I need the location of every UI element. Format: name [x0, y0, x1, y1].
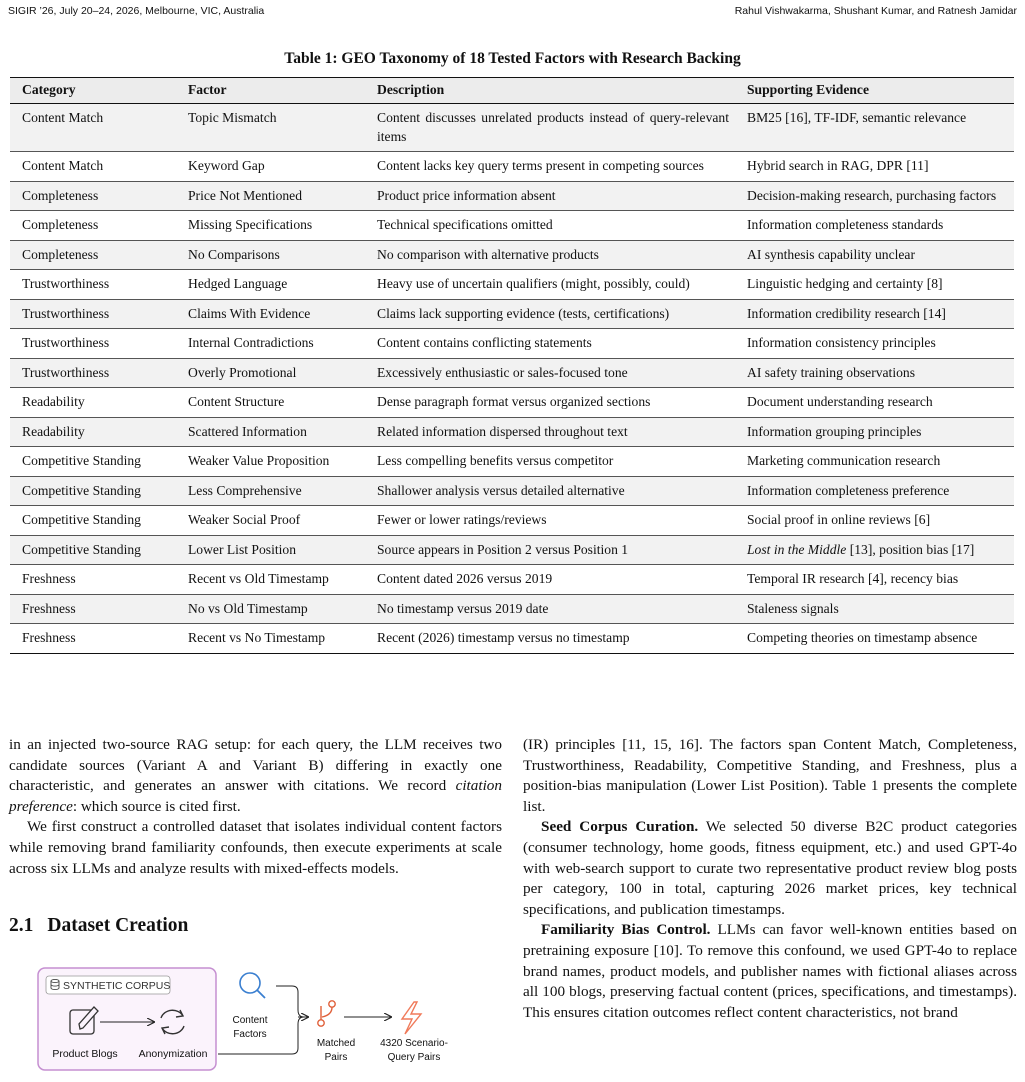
cell-evidence: Document understanding research	[735, 388, 1014, 418]
cell-description: No timestamp versus 2019 date	[365, 594, 735, 624]
cell-evidence: AI safety training observations	[735, 358, 1014, 388]
cell-factor: Internal Contradictions	[176, 329, 365, 359]
cell-description: Excessively enthusiastic or sales-focused tone	[365, 358, 735, 388]
paragraph: (IR) principles [11, 15, 16]. The factors span Content Match, Completeness, Trustworthiness, Readability, Competitive Standing, and Freshness, plus a position-bias manipulation (Lower List Position). Table 1 presents the complete list.	[523, 736, 1017, 815]
section-number: 2.1	[9, 915, 34, 936]
cell-factor: Missing Specifications	[176, 211, 365, 241]
cell-evidence: Temporal IR research [4], recency bias	[735, 565, 1014, 595]
paragraph-text: in an injected two-source RAG setup: for each query, the LLM receives two candidate sources (Variant A and Variant B) differing in exactly one characteristic, and generates an answer with citations. We record	[9, 736, 502, 795]
cell-factor: Keyword Gap	[176, 152, 365, 182]
cell-factor: Lower List Position	[176, 535, 365, 565]
cell-description: Content dated 2026 versus 2019	[365, 565, 735, 595]
cell-category: Competitive Standing	[10, 476, 176, 506]
cell-category: Trustworthiness	[10, 299, 176, 329]
column-header-description: Description	[365, 78, 735, 104]
cell-category: Completeness	[10, 181, 176, 211]
branch-icon	[318, 1001, 335, 1026]
table-row	[10, 594, 1014, 624]
cell-factor: No Comparisons	[176, 240, 365, 270]
cell-evidence: BM25 [16], TF-IDF, semantic relevance	[735, 104, 1014, 152]
cell-factor: Topic Mismatch	[176, 104, 365, 152]
content-factors-label-line2: Factors	[233, 1029, 267, 1040]
cell-category: Competitive Standing	[10, 506, 176, 536]
table-row	[10, 565, 1014, 595]
emphasis-text: Lost in the Middle	[747, 541, 847, 557]
table-row	[10, 104, 1014, 152]
cell-factor: Scattered Information	[176, 417, 365, 447]
scenario-pairs-label-line1: 4320 Scenario-	[380, 1038, 448, 1049]
cell-description: Heavy use of uncertain qualifiers (might, possibly, could)	[365, 270, 735, 300]
cell-evidence: Decision-making research, purchasing factors	[735, 181, 1014, 211]
cell-evidence: AI synthesis capability unclear	[735, 240, 1014, 270]
cell-factor: Recent vs No Timestamp	[176, 624, 365, 654]
cell-factor: Price Not Mentioned	[176, 181, 365, 211]
cell-description: Shallower analysis versus detailed alternative	[365, 476, 735, 506]
cell-evidence: Information grouping principles	[735, 417, 1014, 447]
table-row	[10, 211, 1014, 241]
paragraph-text: LLMs can favor well-known entities based on pretraining exposure [10]. To remove this confound, we used GPT-4o to replace brand names, product models, and publisher names with fictional aliases across all 100 blogs, preserving factual content (prices, specifications, and timestamps). This ensures citation outcomes reflect content characteristics, not brand	[523, 921, 1017, 1021]
cell-factor: Claims With Evidence	[176, 299, 365, 329]
cell-category: Readability	[10, 417, 176, 447]
table-row	[10, 299, 1014, 329]
cell-factor: Weaker Social Proof	[176, 506, 365, 536]
table-row	[10, 624, 1014, 654]
cell-description: No comparison with alternative products	[365, 240, 735, 270]
column-header-category: Category	[10, 78, 176, 104]
column-header-factor: Factor	[176, 78, 365, 104]
table-row	[10, 240, 1014, 270]
table-row	[10, 152, 1014, 182]
cell-category: Trustworthiness	[10, 329, 176, 359]
lightning-icon	[402, 1002, 421, 1034]
run-in-heading: Seed Corpus Curation.	[541, 818, 699, 836]
paragraph	[9, 735, 502, 817]
running-header	[8, 5, 1017, 19]
cell-description: Content lacks key query terms present in competing sources	[365, 152, 735, 182]
paragraph-text: : which source is cited first.	[72, 797, 241, 815]
paragraph-text: We selected 50 diverse B2C product categories (consumer technology, home goods, fitness equipment, etc.) and used GPT-4o with web-search support to curate two representative product review blog posts per category, 100 in total, capturing 2026 market prices, key technical specifications, and publication timestamps.	[523, 818, 1017, 918]
paragraph	[523, 817, 1017, 920]
cell-category: Freshness	[10, 594, 176, 624]
cell-evidence: Competing theories on timestamp absence	[735, 624, 1014, 654]
cell-category: Trustworthiness	[10, 270, 176, 300]
cell-category: Trustworthiness	[10, 358, 176, 388]
column-header-evidence: Supporting Evidence	[735, 78, 1014, 104]
conference-info: SIGIR ’26, July 20–24, 2026, Melbourne, VIC, Australia	[8, 5, 265, 17]
cell-evidence: Lost in the Middle [13], position bias [17]	[735, 535, 1014, 565]
cell-evidence: Information completeness standards	[735, 211, 1014, 241]
cell-factor: Less Comprehensive	[176, 476, 365, 506]
cell-description: Source appears in Position 2 versus Position 1	[365, 535, 735, 565]
section-heading	[9, 915, 188, 937]
cell-evidence: Information completeness preference	[735, 476, 1014, 506]
product-blogs-label: Product Blogs	[52, 1048, 118, 1060]
cell-category: Freshness	[10, 565, 176, 595]
cell-description: Fewer or lower ratings/reviews	[365, 506, 735, 536]
cell-category: Readability	[10, 388, 176, 418]
table-row	[10, 329, 1014, 359]
author-list: Rahul Vishwakarma, Shushant Kumar, and Ratnesh Jamidar	[734, 5, 1017, 17]
table-row	[10, 476, 1014, 506]
cell-description: Recent (2026) timestamp versus no timestamp	[365, 624, 735, 654]
cell-description: Dense paragraph format versus organized sections	[365, 388, 735, 418]
table-row	[10, 181, 1014, 211]
cell-evidence: Information credibility research [14]	[735, 299, 1014, 329]
cell-description: Related information dispersed throughout text	[365, 417, 735, 447]
cell-category: Competitive Standing	[10, 535, 176, 565]
cell-factor: Weaker Value Proposition	[176, 447, 365, 477]
cell-factor: Hedged Language	[176, 270, 365, 300]
cell-description: Less compelling benefits versus competitor	[365, 447, 735, 477]
table-row	[10, 535, 1014, 565]
paragraph	[523, 920, 1017, 1023]
table-header-row	[10, 78, 1014, 104]
matched-pairs-label-line1: Matched	[316, 1038, 356, 1049]
search-icon	[240, 973, 265, 998]
cell-description: Content contains conflicting statements	[365, 329, 735, 359]
cell-evidence: Staleness signals	[735, 594, 1014, 624]
cell-factor: No vs Old Timestamp	[176, 594, 365, 624]
cell-description: Claims lack supporting evidence (tests, certifications)	[365, 299, 735, 329]
cell-category: Completeness	[10, 240, 176, 270]
cell-description: Technical specifications omitted	[365, 211, 735, 241]
section-title: Dataset Creation	[47, 915, 189, 936]
paragraph: We first construct a controlled dataset that isolates individual content factors while removing brand familiarity confounds, then execute experiments at scale across six LLMs and analyze results with mixed-effects models.	[9, 818, 502, 877]
scenario-pairs-label-line2: Query Pairs	[387, 1052, 441, 1063]
matched-pairs-label-line2: Pairs	[324, 1052, 348, 1063]
run-in-heading: Familiarity Bias Control.	[541, 921, 711, 939]
cell-description: Content discusses unrelated products instead of query-relevant items	[365, 104, 735, 152]
emphasis-text: citation preference	[9, 777, 502, 815]
table-row	[10, 270, 1014, 300]
table-row	[10, 358, 1014, 388]
cell-evidence: Marketing communication research	[735, 447, 1014, 477]
cell-category: Content Match	[10, 152, 176, 182]
cell-factor: Content Structure	[176, 388, 365, 418]
cell-evidence: Hybrid search in RAG, DPR [11]	[735, 152, 1014, 182]
cell-factor: Recent vs Old Timestamp	[176, 565, 365, 595]
table-row	[10, 388, 1014, 418]
cell-category: Freshness	[10, 624, 176, 654]
content-factors-label-line1: Content	[232, 1015, 268, 1026]
connector-line	[276, 986, 304, 1017]
table-caption: Table 1: GEO Taxonomy of 18 Tested Factors with Research Backing	[284, 50, 741, 67]
cell-evidence: Information consistency principles	[735, 329, 1014, 359]
cell-category: Competitive Standing	[10, 447, 176, 477]
dataset-pipeline-figure	[36, 966, 476, 1076]
cell-description: Product price information absent	[365, 181, 735, 211]
left-text-column	[9, 735, 502, 879]
cell-category: Content Match	[10, 104, 176, 152]
right-text-column	[523, 735, 1017, 1023]
table-body	[10, 104, 1014, 654]
corpus-label: SYNTHETIC CORPUS	[63, 980, 171, 992]
cell-evidence: Linguistic hedging and certainty [8]	[735, 270, 1014, 300]
cell-category: Completeness	[10, 211, 176, 241]
anonymization-label: Anonymization	[138, 1048, 208, 1060]
table-row	[10, 506, 1014, 536]
cell-evidence: Social proof in online reviews [6]	[735, 506, 1014, 536]
table-row	[10, 417, 1014, 447]
table-row	[10, 447, 1014, 477]
taxonomy-table	[10, 77, 1014, 654]
cell-factor: Overly Promotional	[176, 358, 365, 388]
